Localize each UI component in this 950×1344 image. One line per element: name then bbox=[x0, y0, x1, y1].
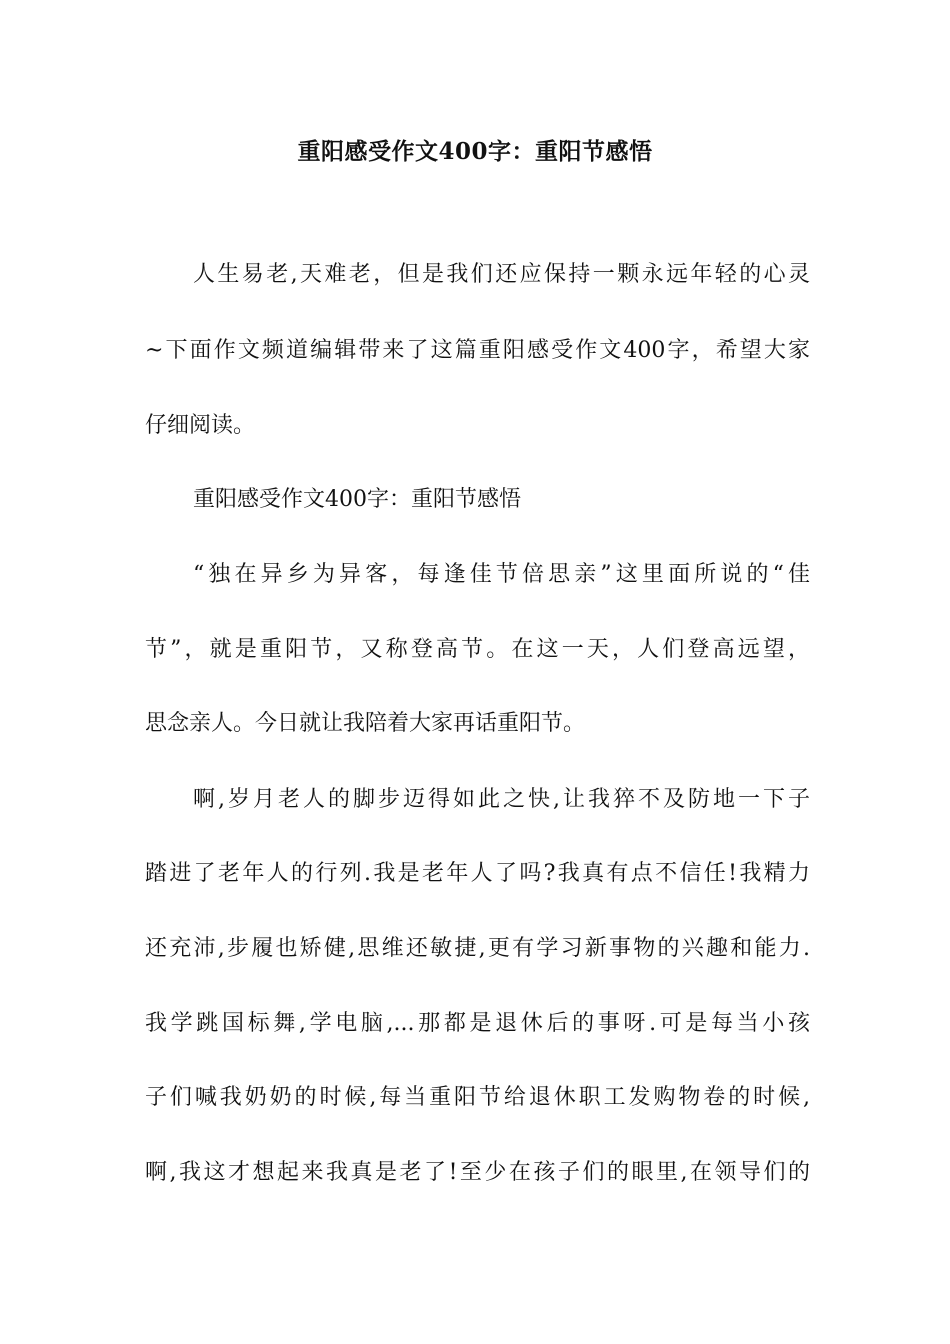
subtitle-line: 重阳感受作文400字：重阳节感悟 bbox=[193, 487, 521, 512]
paragraph-line: ~下面作文频道编辑带来了这篇重阳感受作文400字，希望大家 bbox=[145, 338, 810, 363]
paragraph-line: 节”，就是重阳节，又称登高节。在这一天，人们登高远望， bbox=[145, 637, 810, 662]
paragraph-line: 子们喊我奶奶的时候,每当重阳节给退休职工发购物卷的时候, bbox=[145, 1085, 810, 1110]
paragraph-line: 踏进了老年人的行列.我是老年人了吗?我真有点不信任!我精力 bbox=[145, 861, 810, 886]
paragraph-line: 我学跳国标舞,学电脑,...那都是退休后的事呀.可是每当小孩 bbox=[145, 1011, 810, 1036]
paragraph-line: 人生易老,天难老，但是我们还应保持一颗永远年轻的心灵 bbox=[193, 262, 810, 287]
paragraph-line: 仔细阅读。 bbox=[145, 413, 256, 438]
paragraph-line: 啊,岁月老人的脚步迈得如此之快,让我猝不及防地一下子 bbox=[193, 787, 810, 812]
document-title: 重阳感受作文400字：重阳节感悟 bbox=[297, 138, 653, 165]
paragraph-line: 思念亲人。今日就让我陪着大家再话重阳节。 bbox=[145, 711, 586, 736]
paragraph-line: 还充沛,步履也矫健,思维还敏捷,更有学习新事物的兴趣和能力. bbox=[145, 936, 810, 961]
paragraph-line: “独在异乡为异客，每逢佳节倍思亲”这里面所说的“佳 bbox=[193, 562, 810, 587]
paragraph-line: 啊,我这才想起来我真是老了!至少在孩子们的眼里,在领导们的 bbox=[145, 1160, 810, 1185]
